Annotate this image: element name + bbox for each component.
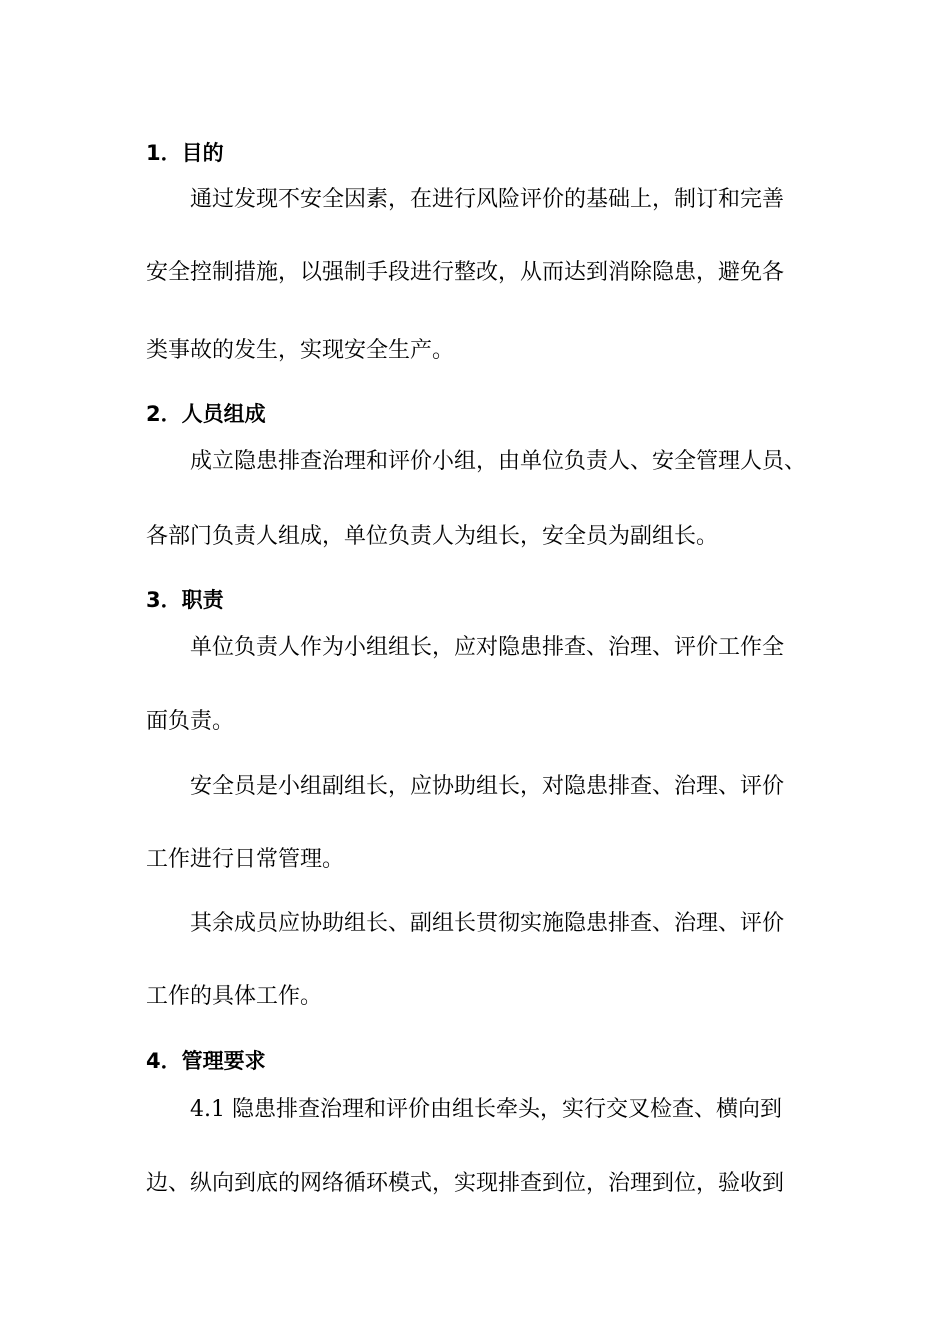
paragraph-line: 安全员是小组副组长，应协助组长，对隐患排查、治理、评价 xyxy=(190,774,785,799)
paragraph-line: 通过发现不安全因素，在进行风险评价的基础上，制订和完善 xyxy=(190,187,785,212)
paragraph-line: 各部门负责人组成，单位负责人为组长，安全员为副组长。 xyxy=(146,524,719,549)
section-heading-management: 4．管理要求 xyxy=(146,1049,266,1073)
paragraph-line: 其余成员应协助组长、副组长贯彻实施隐患排查、治理、评价 xyxy=(190,911,785,936)
paragraph-line: 成立隐患排查治理和评价小组，由单位负责人、安全管理人员、 xyxy=(190,449,807,474)
paragraph-line: 4.1 隐患排查治理和评价由组长牵头，实行交叉检查、横向到 xyxy=(190,1097,782,1122)
paragraph-line: 单位负责人作为小组组长，应对隐患排查、治理、评价工作全 xyxy=(190,635,785,660)
section-heading-duties: 3．职责 xyxy=(146,588,224,612)
section-heading-purpose: 1．目的 xyxy=(146,141,224,165)
paragraph-line: 安全控制措施，以强制手段进行整改，从而达到消除隐患，避免各 xyxy=(146,260,785,285)
paragraph-line: 工作进行日常管理。 xyxy=(146,847,345,872)
paragraph-line: 边、纵向到底的网络循环模式，实现排查到位，治理到位，验收到 xyxy=(146,1171,785,1196)
section-heading-personnel: 2．人员组成 xyxy=(146,402,266,426)
paragraph-line: 工作的具体工作。 xyxy=(146,984,323,1009)
paragraph-line: 类事故的发生，实现安全生产。 xyxy=(146,338,455,363)
paragraph-line: 面负责。 xyxy=(146,709,235,734)
